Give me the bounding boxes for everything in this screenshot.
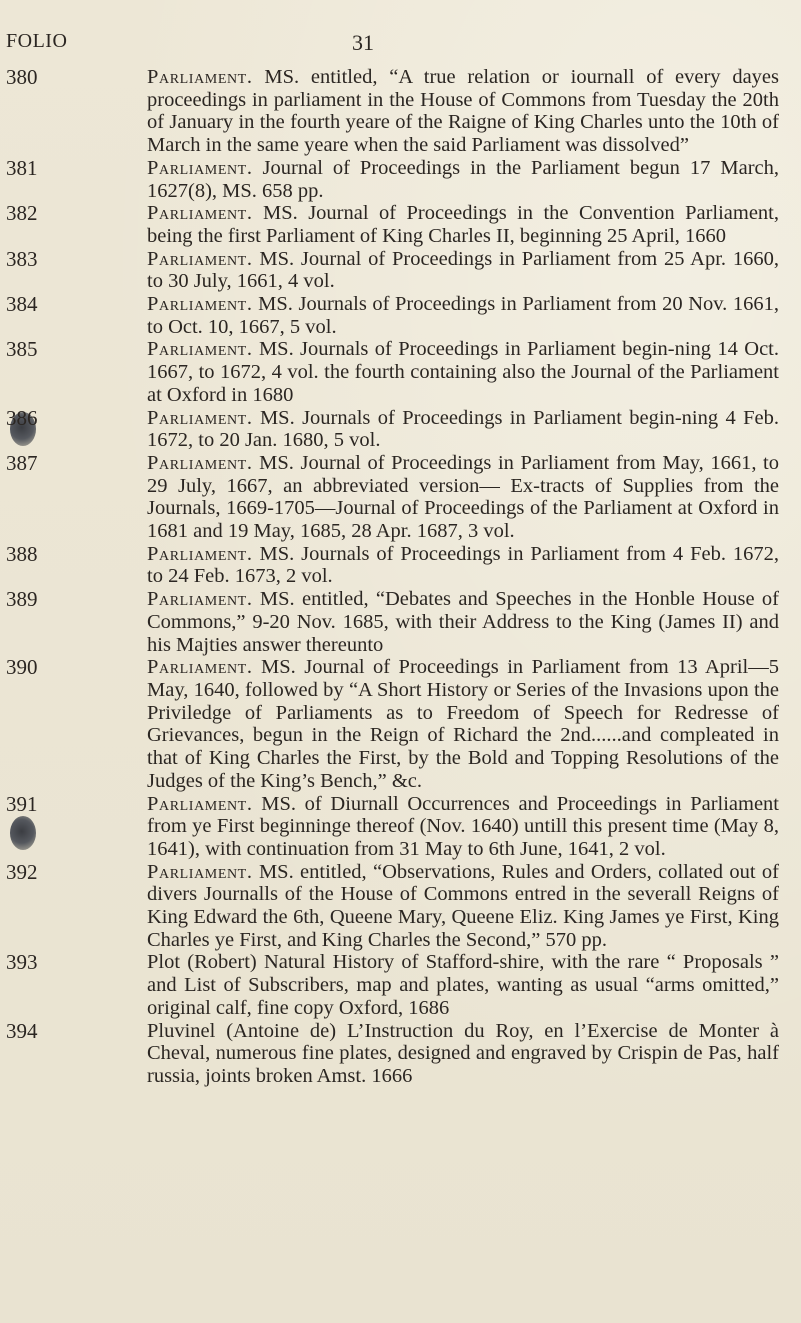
lot-description <box>147 157 779 202</box>
lot-number: 394 <box>6 1018 38 1043</box>
lot-entry <box>0 338 801 406</box>
lot-heading: Parliament. <box>147 451 253 474</box>
lot-number: 389 <box>6 587 38 612</box>
lot-description <box>147 338 779 406</box>
lot-text: MS. entitled, “A true relation or iournall of every dayes proceedings in parliament in the House of Commons from Tuesday the 20th of January in the fourth yeare of the Raigne of King Charles unto the 10th of March in the same yeare when the said Parliament was dissolved” <box>147 66 780 157</box>
lot-entry <box>0 248 801 293</box>
lot-heading: Parliament. <box>147 406 253 429</box>
lot-heading: Parliament. <box>147 860 253 883</box>
lot-heading: Parliament. <box>147 202 253 225</box>
lot-description <box>147 66 779 157</box>
lot-description <box>147 656 779 792</box>
lot-entry <box>0 861 801 952</box>
lot-number: 385 <box>6 337 38 362</box>
lot-heading: Parliament. <box>147 792 253 815</box>
lot-description <box>147 407 779 452</box>
lot-description <box>147 543 779 588</box>
lot-description <box>147 951 779 1019</box>
lot-description <box>147 793 779 861</box>
lot-entry <box>0 157 801 202</box>
lot-description <box>147 293 779 338</box>
lot-description <box>147 452 779 543</box>
lot-number: 387 <box>6 450 38 475</box>
lot-entry <box>0 407 801 452</box>
lot-heading: Parliament. <box>147 656 253 679</box>
lot-number: 392 <box>6 859 38 884</box>
lot-text: MS. Journals of Proceedings in Parliament begin-ning 14 Oct. 1667, to 1672, 4 vol. the fourth containing also the Journal of the Parliament at Oxford in 1680 <box>147 338 780 406</box>
lot-description <box>147 588 779 656</box>
lot-text: MS. Journal of Proceedings in the Convention Parliament, being the first Parliament of King Charles II, beginning 25 April, 1660 <box>147 202 779 247</box>
lot-entry <box>0 543 801 588</box>
lot-entry <box>0 452 801 543</box>
lot-number: 381 <box>6 155 38 180</box>
lot-description <box>147 1020 779 1088</box>
lot-heading: Parliament. <box>147 156 253 179</box>
lot-text: Pluvinel (Antoine de) L’Instruction du Roy, en l’Exercise de Monter à Cheval, numerous fine plates, designed and engraved by Crispin de Pas, half russia, joints broken Amst. 1666 <box>147 1019 779 1087</box>
lot-entry <box>0 588 801 656</box>
lot-entry <box>0 1020 801 1088</box>
lot-text: MS. Journal of Proceedings in Parliament from 13 April—5 May, 1640, followed by “A Short History or Series of the Invasions upon the Priviledge of Parliaments as to Freedom of Speech for Redresse of Grievances, begun in the Reign of Richard the 2nd......and compleated in that of King Charles the First, by the Bold and Topping Resolutions of the Judges of the King’s Bench,” &c. <box>147 656 779 792</box>
lot-heading: Parliament. <box>147 338 253 361</box>
lot-heading: Parliament. <box>147 293 253 316</box>
lot-description <box>147 861 779 952</box>
lot-number: 384 <box>6 292 38 317</box>
page-number: 31 <box>352 30 374 55</box>
lot-text: MS. Journal of Proceedings in Parliament from 25 Apr. 1660, to 30 July, 1661, 4 vol. <box>147 247 779 293</box>
lot-text: MS. Journals of Proceedings in Parliament from 20 Nov. 1661, to Oct. 10, 1667, 5 vol. <box>147 293 779 338</box>
folio-label: FOLIO <box>6 30 68 52</box>
lot-text: MS. entitled, “Observations, Rules and Orders, collated out of divers Journalls of the House of Commons entred in the severall Reigns of King Edward the 6th, Queene Mary, Queene Eliz. King James ye First, King Charles ye First, and King Charles the Second,” 570 pp. <box>147 860 779 951</box>
lot-heading: Parliament. <box>147 542 253 565</box>
lot-entry <box>0 656 801 792</box>
lot-text: Plot (Robert) Natural History of Stafford-shire, with the rare “ Proposals ” and List of Subscribers, map and plates, wanting as usual “arms omitted,” original calf, fine copy Oxford, 1686 <box>147 951 779 1019</box>
lot-heading: Parliament. <box>147 588 253 611</box>
lot-entry <box>0 793 801 861</box>
lot-description <box>147 248 779 293</box>
lot-number: 391 <box>6 791 38 816</box>
lot-text: MS. Journal of Proceedings in Parliament from May, 1661, to 29 July, 1667, an abbreviated version— Ex-tracts of Supplies from the Journals, 1669-1705—Journal of Proceedings of the Parliament at Oxford in 1681 and 19 May, 1685, 28 Apr. 1687, 3 vol. <box>147 451 780 543</box>
lot-entry <box>0 202 801 247</box>
lot-heading: Parliament. <box>147 66 253 88</box>
lot-entry <box>0 293 801 338</box>
lot-description <box>147 202 779 247</box>
lot-number: 393 <box>6 950 38 975</box>
lot-heading: Parliament. <box>147 247 253 270</box>
lot-number: 383 <box>6 246 38 271</box>
lot-entry <box>0 951 801 1019</box>
lot-text: MS. Journals of Proceedings in Parliament begin-ning 4 Feb. 1672, to 20 Jan. 1680, 5 vol. <box>147 406 779 452</box>
lot-number: 382 <box>6 201 38 226</box>
lot-number: 390 <box>6 655 38 680</box>
lot-entry <box>0 66 801 157</box>
lot-text: MS. entitled, “Debates and Speeches in the Honble House of Commons,” 9-20 Nov. 1685, with their Address to the King (James II) and his Majties answer thereunto <box>147 588 779 656</box>
lot-text: MS. of Diurnall Occurrences and Proceedings in Parliament from ye First beginninge thereof (Nov. 1640) untill this present time (May 8, 1641), with continuation from 31 May to 6th June, 1641, 2 vol. <box>147 792 779 860</box>
lot-text: MS. Journals of Proceedings in Parliament from 4 Feb. 1672, to 24 Feb. 1673, 2 vol. <box>147 542 779 588</box>
lot-number: 380 <box>6 65 38 89</box>
lot-text: Journal of Proceedings in the Parliament begun 17 March, 1627(8), MS. 658 pp. <box>147 156 779 202</box>
lot-list <box>0 66 801 1088</box>
lot-number: 388 <box>6 541 38 566</box>
lot-number: 386 <box>6 405 38 430</box>
